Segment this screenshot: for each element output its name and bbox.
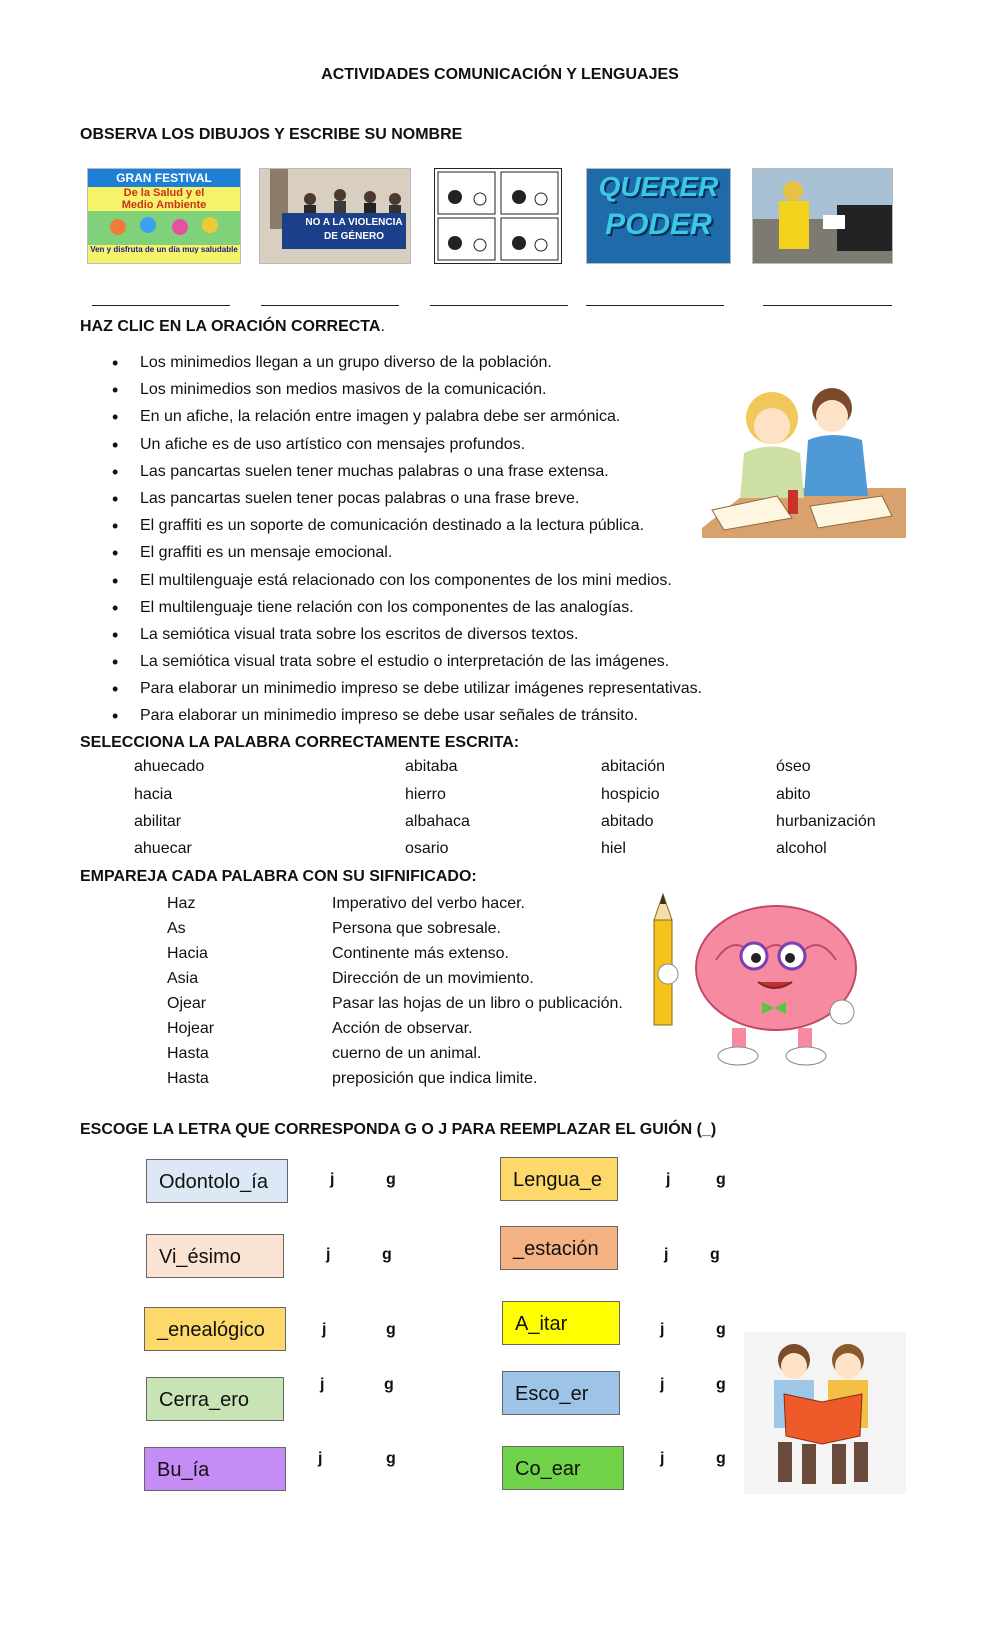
gj-word-box: Co_ear xyxy=(502,1446,624,1490)
sentence-option[interactable]: • El graffiti es un mensaje emocional. xyxy=(110,542,770,569)
word-option[interactable]: abito xyxy=(776,786,811,803)
gj-word-box: Odontolo_ía xyxy=(146,1159,288,1203)
kids-reading-illustration-icon xyxy=(744,1332,906,1494)
gj-word-box: Cerra_ero xyxy=(146,1377,284,1421)
section2-heading-suffix: . xyxy=(380,318,385,335)
match-meaning[interactable]: preposición que indica limite. xyxy=(332,1070,538,1087)
word-option[interactable]: hurbanización xyxy=(776,813,876,830)
section1-heading: OBSERVA LOS DIBUJOS Y ESCRIBE SU NOMBRE xyxy=(80,126,463,143)
street-vendor-photo-image xyxy=(752,168,893,264)
poster-line-2: De la Salud y el xyxy=(123,187,205,199)
word-option[interactable]: albahaca xyxy=(405,813,470,830)
option-g[interactable]: g xyxy=(384,1376,394,1393)
match-meaning[interactable]: Imperativo del verbo hacer. xyxy=(332,895,525,912)
section2-heading xyxy=(80,318,385,336)
answer-line-5[interactable] xyxy=(763,305,892,306)
festival-poster-image xyxy=(87,168,241,264)
word-option[interactable]: hierro xyxy=(405,786,446,803)
option-g[interactable]: g xyxy=(716,1171,726,1188)
option-j[interactable]: j xyxy=(320,1376,325,1393)
option-g[interactable]: g xyxy=(716,1321,726,1338)
gj-word-box: _estación xyxy=(500,1226,618,1270)
sentence-option[interactable]: • Un afiche es de uso artístico con mensajes profundos. xyxy=(110,434,770,461)
banner-photo-image xyxy=(259,168,411,264)
option-j[interactable]: j xyxy=(660,1450,665,1467)
sentence-option[interactable]: • Las pancartas suelen tener muchas palabras o una frase extensa. xyxy=(110,461,770,488)
option-j[interactable]: j xyxy=(660,1376,665,1393)
match-meaning[interactable]: cuerno de un animal. xyxy=(332,1045,482,1062)
graffiti-line-2: PODER xyxy=(605,208,712,241)
sentence-option[interactable]: • El multilenguaje está relacionado con los componentes de los mini medios. xyxy=(110,570,770,597)
comic-strip-image xyxy=(434,168,562,264)
word-option[interactable]: abitado xyxy=(601,813,654,830)
sentence-option[interactable]: • Para elaborar un minimedio impreso se debe usar señales de tránsito. xyxy=(110,705,770,732)
word-option[interactable]: ahuecar xyxy=(134,840,192,857)
match-meaning[interactable]: Pasar las hojas de un libro o publicación. xyxy=(332,995,623,1012)
banner-line-2: DE GÉNERO xyxy=(323,231,384,242)
option-j[interactable]: j xyxy=(666,1171,671,1188)
option-g[interactable]: g xyxy=(716,1450,726,1467)
banner-line-1: NO A LA VIOLENCIA xyxy=(305,217,403,228)
match-meaning[interactable]: Acción de observar. xyxy=(332,1020,473,1037)
match-word[interactable]: Hasta xyxy=(167,1045,209,1062)
graffiti-line-1: QUERER xyxy=(598,171,719,202)
students-studying-illustration-icon xyxy=(692,378,906,544)
match-meaning[interactable]: Continente más extenso. xyxy=(332,945,509,962)
sentence-option[interactable]: • La semiótica visual trata sobre los escritos de diversos textos. xyxy=(110,624,770,651)
word-option[interactable]: ahuecado xyxy=(134,758,205,775)
sentence-option[interactable]: • Los minimedios son medios masivos de la comunicación. xyxy=(110,379,770,406)
word-option[interactable]: hiel xyxy=(601,840,626,857)
match-word[interactable]: Asia xyxy=(167,970,199,987)
option-j[interactable]: j xyxy=(326,1246,331,1263)
section4-heading: EMPAREJA CADA PALABRA CON SU SIFNIFICADO: xyxy=(80,868,477,885)
word-option[interactable]: hospicio xyxy=(601,786,660,803)
match-word[interactable]: Ojear xyxy=(167,995,207,1012)
section5-heading: ESCOGE LA LETRA QUE CORRESPONDA G O J PARA REEMPLAZAR EL GUIÓN (_) xyxy=(80,1121,717,1138)
gj-word-box: Lengua_e xyxy=(500,1157,618,1201)
sentence-list xyxy=(110,352,770,733)
match-meaning[interactable]: Persona que sobresale. xyxy=(332,920,501,937)
graffiti-image xyxy=(586,168,731,264)
gj-word-box: Vi_ésimo xyxy=(146,1234,284,1278)
gj-word-box: _enealógico xyxy=(144,1307,286,1351)
sentence-option[interactable]: • Para elaborar un minimedio impreso se debe utilizar imágenes representativas. xyxy=(110,678,770,705)
word-option[interactable]: osario xyxy=(405,840,449,857)
banner-text xyxy=(304,216,404,244)
match-meaning[interactable]: Dirección de un movimiento. xyxy=(332,970,534,987)
word-option[interactable]: óseo xyxy=(776,758,811,775)
section3-heading: SELECCIONA LA PALABRA CORRECTAMENTE ESCRITA: xyxy=(80,734,520,751)
option-g[interactable]: g xyxy=(710,1246,720,1263)
word-option[interactable]: abilitar xyxy=(134,813,182,830)
match-word[interactable]: As xyxy=(167,920,186,937)
sentence-option[interactable]: • Las pancartas suelen tener pocas palabras o una frase breve. xyxy=(110,488,770,515)
option-g[interactable]: g xyxy=(716,1376,726,1393)
brain-pencil-illustration-icon xyxy=(646,890,868,1070)
option-j[interactable]: j xyxy=(660,1321,665,1338)
option-j[interactable]: j xyxy=(318,1450,323,1467)
match-word[interactable]: Hacia xyxy=(167,945,208,962)
sentence-option[interactable]: • La semiótica visual trata sobre el estudio o interpretación de las imágenes. xyxy=(110,651,770,678)
gj-word-box: A_itar xyxy=(502,1301,620,1345)
word-option[interactable]: alcohol xyxy=(776,840,827,857)
sentence-option[interactable]: • El multilenguaje tiene relación con los componentes de las analogías. xyxy=(110,597,770,624)
option-j[interactable]: j xyxy=(322,1321,327,1338)
sentence-option[interactable]: • Los minimedios llegan a un grupo diverso de la población. xyxy=(110,352,770,379)
match-word[interactable]: Hasta xyxy=(167,1070,209,1087)
section2-heading-text: HAZ CLIC EN LA ORACIÓN CORRECTA xyxy=(80,318,381,335)
match-word[interactable]: Hojear xyxy=(167,1020,215,1037)
sentence-option[interactable]: • El graffiti es un soporte de comunicación destinado a la lectura pública. xyxy=(110,515,770,542)
word-option[interactable]: abitación xyxy=(601,758,666,775)
match-word[interactable]: Haz xyxy=(167,895,196,912)
answer-line-4[interactable] xyxy=(586,305,724,306)
children-illustration-icon xyxy=(88,211,240,245)
gj-word-box: Bu_ía xyxy=(144,1447,286,1491)
sentence-option[interactable]: • En un afiche, la relación entre imagen y palabra debe ser armónica. xyxy=(110,406,770,433)
word-option[interactable]: hacia xyxy=(134,786,173,803)
poster-footer: Ven y disfruta de un día muy saludable xyxy=(90,245,238,254)
option-j[interactable]: j xyxy=(330,1171,335,1188)
poster-line-1: GRAN FESTIVAL xyxy=(88,169,240,187)
option-g[interactable]: g xyxy=(382,1246,392,1263)
poster-line-3: Medio Ambiente xyxy=(121,199,207,211)
option-g[interactable]: g xyxy=(386,1171,396,1188)
answer-line-1[interactable] xyxy=(92,305,230,306)
page-title: ACTIVIDADES COMUNICACIÓN Y LENGUAJES xyxy=(321,66,679,83)
answer-line-3[interactable] xyxy=(430,305,568,306)
answer-line-2[interactable] xyxy=(261,305,399,306)
option-g[interactable]: g xyxy=(386,1321,396,1338)
gj-word-box: Esco_er xyxy=(502,1371,620,1415)
word-option[interactable]: abitaba xyxy=(405,758,458,775)
option-g[interactable]: g xyxy=(386,1450,396,1467)
option-j[interactable]: j xyxy=(664,1246,669,1263)
